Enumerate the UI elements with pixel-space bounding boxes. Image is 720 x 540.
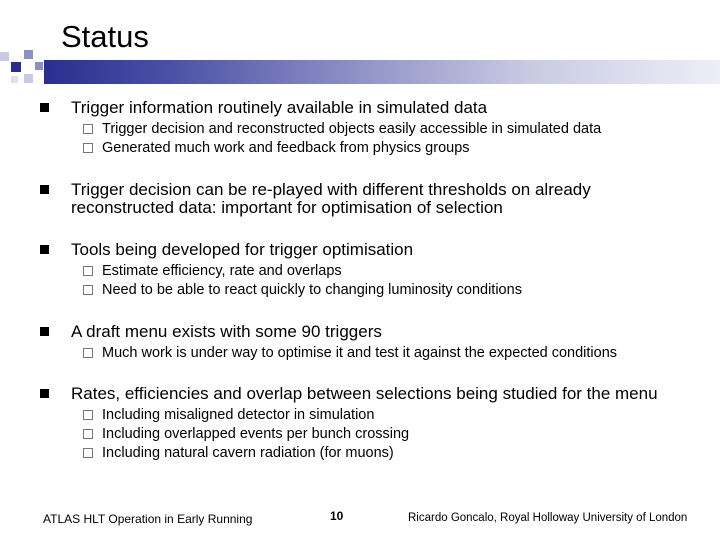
bullet-square-icon xyxy=(40,389,49,398)
bullet-text: Rates, efficiencies and overlap between selections being studied for the menu xyxy=(71,384,658,403)
sub-bullet-box-icon xyxy=(83,410,93,420)
sub-bullet-box-icon xyxy=(83,348,93,358)
sub-bullet-box-icon xyxy=(83,266,93,276)
sub-bullet-text: Much work is under way to optimise it and test it against the expected conditions xyxy=(102,345,618,361)
sub-bullet-box-icon xyxy=(83,124,93,134)
bullet-square-icon xyxy=(40,185,49,194)
sub-bullet-box-icon xyxy=(83,285,93,295)
sub-bullet-text: Including overlapped events per bunch crossing xyxy=(102,426,410,442)
bullet-text: Tools being developed for trigger optimisation xyxy=(71,240,414,259)
page-number: 10 xyxy=(330,509,344,523)
sub-bullet-text: Trigger decision and reconstructed objects easily accessible in simulated data xyxy=(102,121,602,137)
bullet-text: Trigger information routinely available in simulated data xyxy=(71,98,488,117)
bullet-square-icon xyxy=(40,103,49,112)
sub-bullet-text: Estimate efficiency, rate and overlaps xyxy=(102,263,342,279)
sub-bullet-box-icon xyxy=(83,429,93,439)
bullet-square-icon xyxy=(40,327,49,336)
slide-title: Status xyxy=(61,19,149,54)
bullet-text: A draft menu exists with some 90 triggers xyxy=(71,322,382,341)
sub-bullet-text: Need to be able to react quickly to changing luminosity conditions xyxy=(102,282,522,298)
sub-bullet-text: Including misaligned detector in simulation xyxy=(102,407,375,423)
footer-left: ATLAS HLT Operation in Early Running xyxy=(43,512,253,526)
sub-bullet-text: Including natural cavern radiation (for muons) xyxy=(102,445,394,461)
footer-right: Ricardo Goncalo, Royal Holloway University of London xyxy=(408,512,688,524)
sub-bullet-box-icon xyxy=(83,143,93,153)
sub-bullet-text: Generated much work and feedback from physics groups xyxy=(102,140,470,156)
bullet-text: Trigger decision can be re-played with different thresholds on already reconstructed data: important for optimisation of selection xyxy=(71,180,591,217)
sub-bullet-box-icon xyxy=(83,448,93,458)
bullet-square-icon xyxy=(40,245,49,254)
